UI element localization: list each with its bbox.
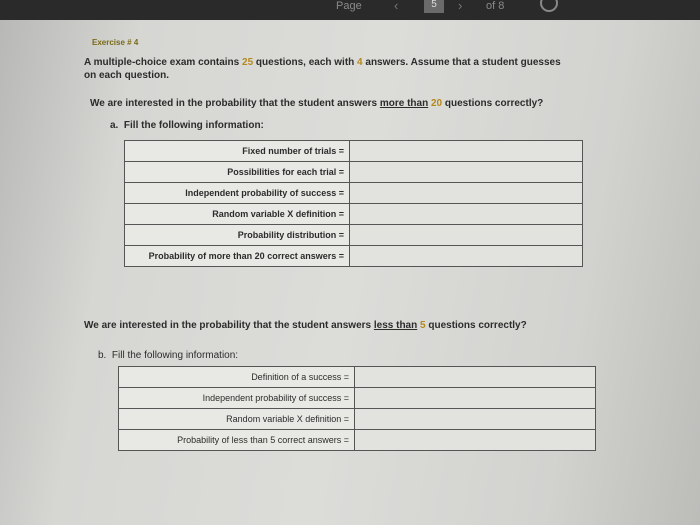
table-row [125, 225, 583, 246]
question-text: questions correctly? [442, 98, 544, 109]
table-row [125, 183, 583, 204]
answer-cell[interactable] [355, 388, 596, 409]
table-row [119, 388, 596, 409]
row-label: Possibilities for each trial = [125, 162, 350, 183]
row-label: Independent probability of success = [119, 388, 355, 409]
chevron-left-icon[interactable]: ‹ [394, 0, 399, 13]
answer-cell[interactable] [350, 246, 583, 267]
question-number: 20 [431, 98, 443, 109]
answer-cell[interactable] [350, 204, 583, 225]
row-label: Random variable X definition = [119, 409, 355, 430]
part-a-table [124, 140, 583, 267]
table-row [119, 367, 596, 388]
part-b-table [118, 366, 596, 451]
answer-cell[interactable] [355, 430, 596, 451]
num-answers: 4 [357, 57, 363, 68]
num-questions: 25 [242, 57, 254, 68]
row-label: Independent probability of success = [125, 183, 350, 204]
row-label: Probability distribution = [125, 225, 350, 246]
intro-text: questions, each with [253, 57, 358, 68]
table-row [125, 204, 583, 225]
question-text: We are interested in the probability that the student answers [84, 320, 374, 331]
instruction-text: Fill the following information: [111, 350, 239, 361]
answer-cell[interactable] [355, 409, 596, 430]
table-row [119, 430, 596, 451]
intro-text: answers. Assume that a student guesses on each question. [84, 57, 561, 81]
answer-cell[interactable] [350, 162, 583, 183]
exercise-intro [84, 56, 574, 82]
table-row [125, 246, 583, 267]
question-text: We are interested in the probability that the student answers [90, 98, 380, 109]
question-text: questions correctly? [425, 320, 527, 331]
question-underline: more than [379, 98, 429, 109]
document-page [0, 20, 700, 525]
question-underline: less than [373, 320, 418, 331]
table-row [125, 162, 583, 183]
answer-cell[interactable] [355, 367, 596, 388]
table-row [119, 409, 596, 430]
page-count: of 8 [486, 0, 505, 12]
exercise-title: Exercise # 4 [92, 38, 139, 47]
question-number: 5 [420, 320, 426, 331]
part-a-instruction [110, 120, 264, 131]
part-marker: a. [110, 120, 119, 131]
table-row [125, 141, 583, 162]
page-number-input[interactable]: 5 [424, 0, 444, 13]
row-label: Definition of a success = [119, 367, 355, 388]
answer-cell[interactable] [350, 141, 583, 162]
part-marker: b. [98, 350, 107, 361]
page-label: Page [336, 0, 362, 12]
row-label: Probability of less than 5 correct answers = [119, 430, 355, 451]
instruction-text: Fill the following information: [123, 120, 264, 131]
row-label: Random variable X definition = [125, 204, 350, 225]
chevron-right-icon[interactable]: › [458, 0, 463, 13]
part-b-instruction [98, 350, 238, 361]
answer-cell[interactable] [350, 183, 583, 204]
question-a [90, 98, 543, 109]
row-label: Probability of more than 20 correct answers = [125, 246, 350, 267]
question-b [84, 320, 527, 331]
intro-text: A multiple-choice exam contains [84, 57, 243, 68]
row-label: Fixed number of trials = [125, 141, 350, 162]
answer-cell[interactable] [350, 225, 583, 246]
refresh-icon[interactable] [540, 0, 558, 12]
viewer-toolbar [0, 0, 700, 20]
